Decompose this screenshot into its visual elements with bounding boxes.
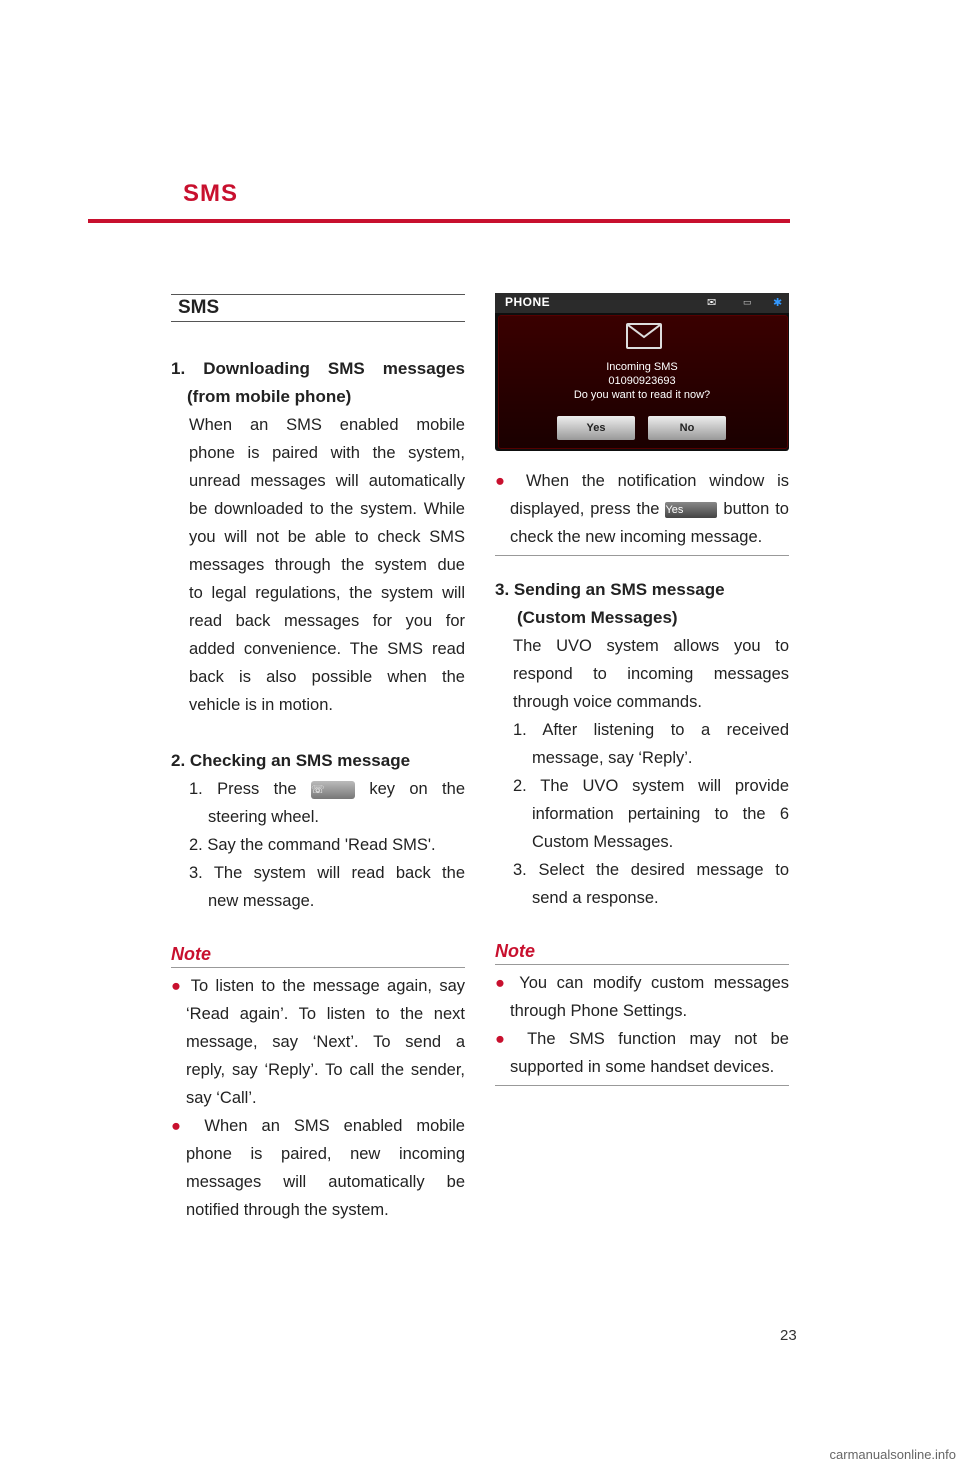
s3-step1-b: message, say ‘Reply’. [532,749,693,767]
s3-line: through voice commands. [513,693,702,711]
yes-button-inline: Yes [665,502,717,518]
bullet-line: displayed, press the Yes button to [510,500,789,518]
screen-yes-button[interactable]: Yes [557,416,635,440]
note-list [171,972,465,1224]
s2-step3-b: new message. [208,892,315,910]
s1-line: vehicle is in motion. [189,696,333,714]
s3-line: respond to incoming messages [513,665,789,683]
voice-key-icon: ☏ [311,781,355,799]
screen-line3: Do you want to read it now? [573,389,711,401]
note-title: Note [495,938,789,965]
note-line: messages will automatically be [186,1173,465,1191]
s3-step2-a: 2. The UVO system will provide [513,777,789,795]
screen-title: PHONE [505,295,551,309]
s3-title-a: 3. Sending an SMS message [495,580,725,599]
s1-body [171,411,465,719]
s1-title-b: (from mobile phone) [187,387,352,406]
s3-line: The UVO system allows you to [513,637,789,655]
note-line: phone is paired, new incoming [186,1145,465,1163]
phone-screen-image [495,293,789,451]
s1-line: back is also possible when the [189,668,465,686]
note-line: reply, say ‘Reply’. To call the sender, [186,1061,465,1079]
s2-step1-a: 1. Press the [189,780,297,798]
left-column [171,294,465,1224]
envelope-large-icon [626,323,662,349]
s1-line: to legal regulations, the system will [189,584,465,602]
bullet-icon: ● [495,1030,514,1048]
right-column [495,467,789,1086]
note-line: through Phone Settings. [510,1002,688,1020]
s1-line: added convenience. The SMS read [189,640,465,658]
note-item: ● When an SMS enabled mobile [171,1117,465,1135]
s3-step2-c: Custom Messages. [532,833,674,851]
s1-line: phone is paired with the system, [189,444,465,462]
s3-step3-b: send a response. [532,889,659,907]
screen-no-button[interactable]: No [648,416,726,440]
page-number: 23 [780,1327,797,1344]
screen-line2: 01090923693 [608,375,676,387]
note-line: notified through the system. [186,1201,389,1219]
s2-step3-a: 3. The system will read back the [189,864,465,882]
s1-line: you will not be able to check SMS [189,528,465,546]
note-item: ● The SMS function may not be [495,1030,789,1048]
s2-step1-b: key on the [369,780,465,798]
s1-line: When an SMS enabled mobile [189,416,465,434]
section-title: SMS [171,294,465,322]
divider [495,1085,789,1086]
bullet-item: ● When the notification window is [495,472,789,490]
note-title: Note [171,941,465,968]
bullet-icon: ● [171,977,184,995]
s1-line: messages through the system due [189,556,465,574]
screen-status-bar [495,293,789,313]
header-title: SMS [183,180,239,207]
envelope-icon: ✉ [707,297,717,309]
s2-step2: 2. Say the command 'Read SMS'. [189,836,436,854]
bluetooth-icon: ✱ [773,297,783,309]
bullet-line: check the new incoming message. [510,528,763,546]
s1-line: read back messages for you for [189,612,465,630]
bullet-icon: ● [171,1117,191,1135]
bullet-icon: ● [495,472,514,490]
note-item: ● You can modify custom messages [495,974,789,992]
screen-line1: Incoming SMS [606,361,678,373]
s3-step3-a: 3. Select the desired message to [513,861,789,879]
note-line: message, say ‘Next’. To send a [186,1033,465,1051]
s3-step2-b: information pertaining to the 6 [532,805,789,823]
note-line: say ‘Call’. [186,1089,257,1107]
s1-line: be downloaded to the system. While [189,500,465,518]
s1-line: unread messages will automatically [189,472,465,490]
header-rule [88,219,790,223]
s2-step1 [189,775,465,803]
s2-step1-c: steering wheel. [208,808,319,826]
footer-watermark: carmanualsonline.info [829,1447,956,1462]
note-line: ‘Read again’. To listen to the next [186,1005,465,1023]
s2-title: 2. Checking an SMS message [171,751,411,770]
s2-steps [171,775,465,915]
battery-icon: ▭ [743,297,752,307]
s3-body [495,632,789,912]
note-item: ● To listen to the message again, say [171,977,465,995]
bullet-icon: ● [495,974,510,992]
s3-title-b: (Custom Messages) [517,608,678,627]
note-line: supported in some handset devices. [510,1058,775,1076]
s1-title-a: 1. Downloading SMS messages [171,359,465,378]
s3-step1-a: 1. After listening to a received [513,721,789,739]
